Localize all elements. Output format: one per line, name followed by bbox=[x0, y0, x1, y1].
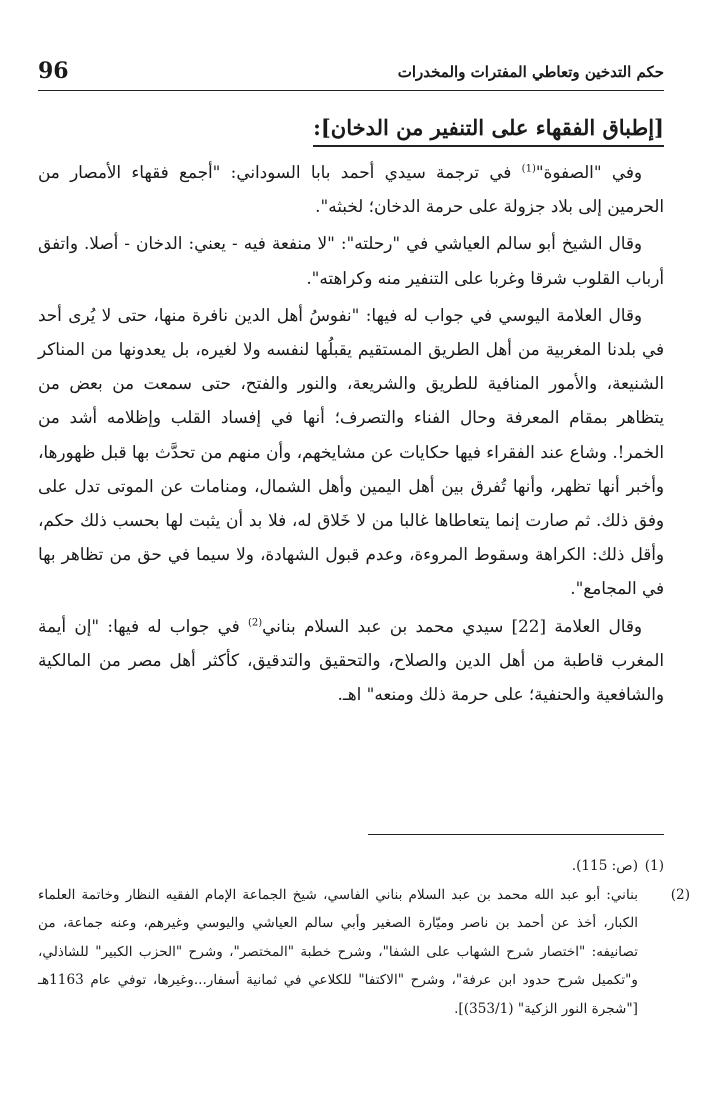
footnote-text: بناني: أبو عبد الله محمد بن عبد السلام بناني الفاسي، شيخ الجماعة الإمام الفقيه النظار وخاتمة العلماء الكبار، أخذ عن أحمد بن ناصر وميّارة الصغير وأبي سالم العياشي واليوسي وغيرهم، وعنه جماعة، من تصانيفه: "اختصار شرح الشهاب على الشفا"، وشرح خطبة "المختصر"، وشرح "الحزب الكبير" للشاذلي، و"تكميل شرح حدود ابن عرفة"، وشرح "الاكتفا" للكلاعي في ثمانية أسفار...وغيرها، توفي عام 1163هـ ["شجرة النور الزكية" (353/1)]. bbox=[38, 886, 638, 1017]
footnote bbox=[38, 852, 664, 881]
running-title: حكم التدخين وتعاطي المفترات والمخدرات bbox=[397, 63, 664, 81]
document-page bbox=[38, 56, 690, 1086]
section-heading: [إطباق الفقهاء على التنفير من الدخان]: bbox=[313, 111, 664, 147]
footnote-separator bbox=[368, 834, 664, 835]
footnote-number: (1) bbox=[644, 858, 664, 874]
paragraph: وفي "الصفوة"$^{(1)}$ في ترجمة سيدي أحمد بابا السوداني: "أجمع فقهاء الأمصار من الحرمين إلى بلاد جزولة على حرمة الدخان؛ لخبثه". bbox=[38, 162, 664, 217]
page-number: 96 bbox=[38, 58, 69, 84]
paragraph: وقال الشيخ أبو سالم العياشي في "رحلته": "لا منفعة فيه - يعني: الدخان - أصلا. واتفق أرباب القلوب شرقا وغربا على التنفير منه وكراهته". bbox=[38, 233, 664, 288]
footnote-text: (ص: 115). bbox=[571, 858, 638, 874]
paragraph: وقال العلامة [22] سيدي محمد بن عبد السلام بناني$^{(2)}$ في جواب له فيها: "إن أيمة المغرب قاطبة من أهل الدين والصلاح، والتحقيق والتدقيق، كأكثر أهل مصر من المالكية والشافعية والحنفية؛ على حرمة ذلك ومنعه" اهـ. bbox=[38, 615, 664, 705]
paragraph: وقال العلامة اليوسي في جواب له فيها: "نفوسُ أهل الدين نافرة منها، حتى لا يُرى أحد في بلدنا المغربية من أهل الطريق المستقيم يقبلُها لنفسه ولا لغيره، بل يعدونها من المناكر الشنيعة، والأمور المنافية للطريق والشريعة، والنور والفتح، حتى سمعت من بعض من يتظاهر بمقام المعرفة وحال الفناء والتصرف؛ أنها في إفساد القلب وإظلامه أشد من الخمر!. وشاع عند الفقراء فيها حكايات عن مشايخهم، وأن منهم من تحدَّث بها قبل ظهورها، وأخبر أنها تظهر، وأنها تُفرق بين أهل اليمين وأهل الشمال، ومنامات عن الموتى تدل على وفق ذلك. ثم صارت إنما يتعاطاها غالبا من لا خَلاق له، فلا بد أن يثبت لها بحسب ذلك حكم، وأقل ذلك: الكراهة وسقوط المروءة، وعدم قبول الشهادة، ولا سيما في حق من تظاهر بها في المجامع". bbox=[38, 304, 664, 599]
footnote-number: (2) bbox=[670, 886, 690, 903]
page-header bbox=[38, 56, 664, 91]
footnote bbox=[38, 881, 690, 1024]
footnote-marker: (1) bbox=[521, 163, 536, 175]
body-text bbox=[38, 155, 664, 711]
footnotes bbox=[38, 852, 690, 1023]
footnote-marker: (2) bbox=[247, 617, 263, 629]
